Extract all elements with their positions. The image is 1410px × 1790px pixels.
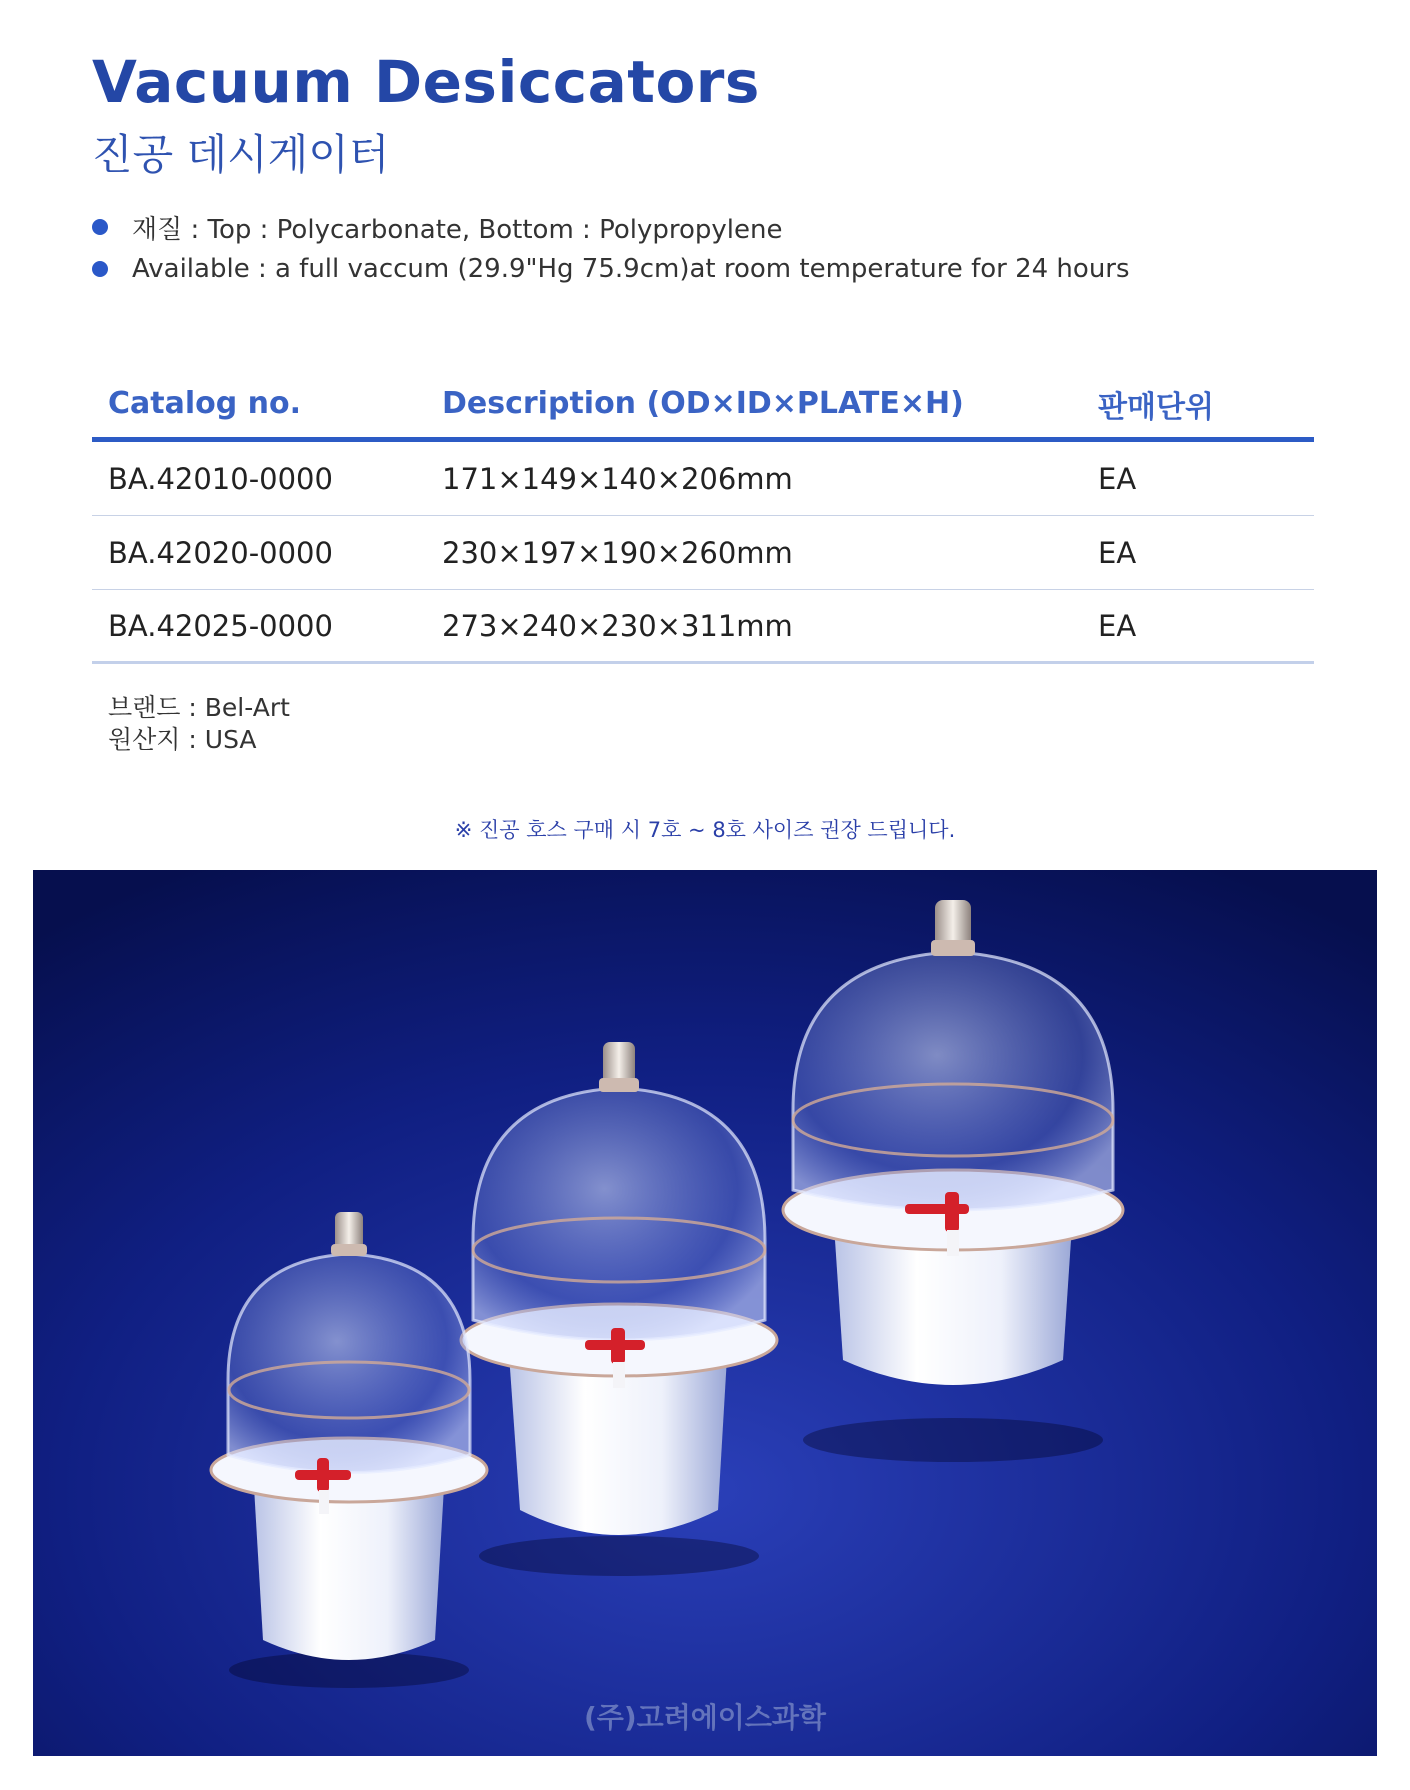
cell-unit: EA — [1098, 608, 1137, 643]
brand-text: 브랜드 : Bel-Art — [108, 693, 290, 722]
product-photo — [33, 870, 1377, 1756]
cell-description: 171×149×140×206mm — [442, 461, 793, 496]
table-row — [92, 590, 1314, 664]
table-row — [92, 442, 1314, 516]
spec-item: Available : a full vaccum (29.9"Hg 75.9cm)at room temperature for 24 hours — [92, 248, 1130, 290]
origin-text: 원산지 : USA — [108, 725, 257, 754]
cell-catalog-no: BA.42010-0000 — [108, 461, 333, 496]
cell-unit: EA — [1098, 461, 1137, 496]
header-description: Description (OD×ID×PLATE×H) — [442, 386, 964, 421]
bullet-icon — [92, 219, 108, 235]
desiccator-illustration — [33, 870, 1377, 1756]
spec-item: 재질 : Top : Polycarbonate, Bottom : Polypropylene — [92, 206, 1130, 248]
header-catalog-no: Catalog no. — [108, 386, 302, 421]
table-row — [92, 516, 1314, 590]
catalog-table — [92, 370, 1314, 664]
notice-text: ※ 진공 호스 구매 시 7호 ~ 8호 사이즈 권장 드립니다. — [454, 818, 956, 842]
cell-catalog-no: BA.42020-0000 — [108, 535, 333, 570]
cell-description: 230×197×190×260mm — [442, 535, 793, 570]
cell-description: 273×240×230×311mm — [442, 608, 793, 643]
spec-list — [92, 206, 1130, 290]
table-header — [92, 370, 1314, 442]
page-subtitle: 진공 데시게이터 — [92, 130, 390, 179]
bullet-icon — [92, 261, 108, 277]
company-watermark: (주)고려에이스과학 — [584, 1701, 826, 1734]
product-meta — [108, 692, 290, 756]
cell-catalog-no: BA.42025-0000 — [108, 608, 333, 643]
header-unit: 판매단위 — [1098, 389, 1214, 425]
cell-unit: EA — [1098, 535, 1137, 570]
page-title: Vacuum Desiccators — [92, 48, 760, 116]
